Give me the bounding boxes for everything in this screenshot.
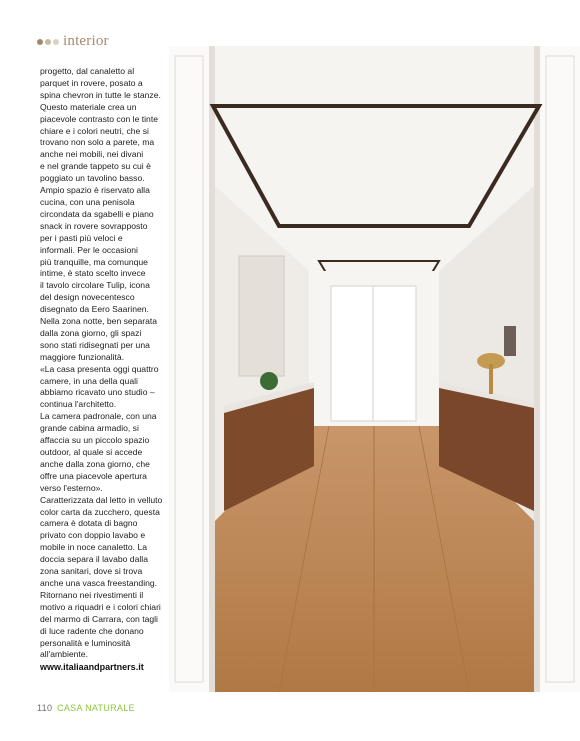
section-dot-2 [45,39,51,45]
website-link[interactable]: www.italiaandpartners.it [40,662,144,673]
section-dot-3 [53,39,59,45]
article-column [40,66,165,674]
section-label: interior [63,33,109,49]
section-header [37,33,109,50]
page-number: 110 [37,703,53,713]
page-footer [37,703,135,713]
article-body: progetto, dal canaletto al parquet in rovere, posato a spina chevron in tutte le stanze. Questo materiale crea un piacevole contrasto con le tinte chiare e i colori neutri, che si trovano non solo a parete, ma anche nei mobili, nei divani e nel grande tappeto su cui è poggiato un tavolino basso. Ampio spazio è riservato alla cucina, con una penisola circondata da sgabelli e piano snack in rovere sovrapposto per i pasti più veloci e informali. Per le occasioni più tranquille, ma comunque intime, è stato scelto invece il tavolo circolare Tulip, icona del design novecentesco disegnato da Eero Saarinen. Nella zona notte, ben separata dalla zona giorno, gli spazi sono stati ridisegnati per una maggiore funzionalità. «La casa presenta oggi quattro camere, in una della quali abbiamo ricavato uno studio – continua l'architetto. La camera padronale, con una grande cabina armadio, si affaccia su un piccolo spazio outdoor, al quale si accede anche dalla zona giorno, che offre una piacevole apertura verso l'esterno». Caratterizzata dal letto in velluto color carta da zucchero, questa camera è dotata di bagno privato con doppio lavabo e mobile in noce canaletto. La doccia separa il lavabo dalla zona sanitari, dove si trova anche una vasca freestanding. Ritornano nei rivestimenti il motivo a riquadri e i colori chiari del marmo di Carrara, con tagli di luce radente che donano personalità e luminosità all'ambiente. [40,66,163,660]
interior-photo [169,46,580,692]
magazine-name: CASA NATURALE [57,703,135,713]
section-dot-1 [37,39,43,45]
